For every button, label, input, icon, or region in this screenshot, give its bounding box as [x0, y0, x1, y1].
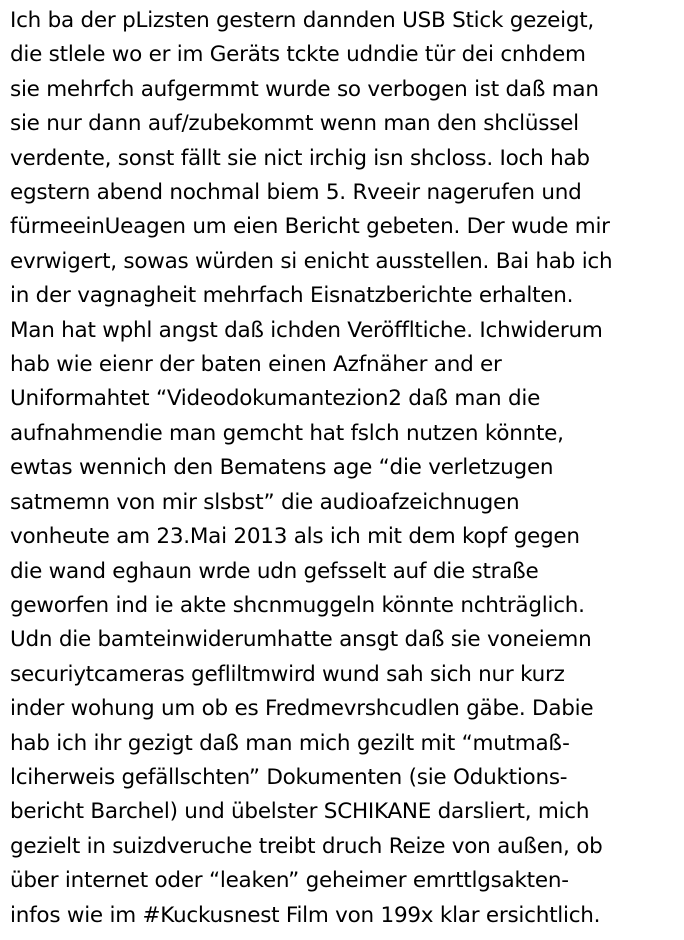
text-line: vonheute am 23.Mai 2013 als ich mit dem kopf gegen — [10, 524, 580, 550]
text-line: gezielt in suizdveruche treibt druch Reize von außen, ob — [10, 833, 603, 859]
text-line: egstern abend nochmal biem 5. Rveeir nagerufen und — [10, 180, 582, 206]
text-line: in der vagnagheit mehrfach Eisnatzberichte erhalten. — [10, 283, 574, 309]
text-line: Man hat wphl angst daß ichden Veröffltiche. Ichwiderum — [10, 317, 603, 343]
text-line: Uniformahtet “Videodokumantezion2 daß man die — [10, 386, 541, 412]
text-line: die stlele wo er im Geräts tckte udndie tür dei cnhdem — [10, 42, 586, 68]
text-line: inder wohung um ob es Fredmevrshcudlen gäbe. Dabie — [10, 696, 594, 722]
text-line: Udn die bamteinwiderumhatte ansgt daß sie voneiemn — [10, 627, 592, 653]
text-line: sie mehrfch aufgermmt wurde so verbogen ist daß man — [10, 76, 599, 102]
text-line: lciherweis gefällschten” Dokumenten (sie Oduktions- — [10, 764, 568, 790]
text-line: infos wie im #Kuckusnest Film von 199x klar ersichtlich. — [10, 902, 601, 928]
text-line: satmemn von mir slsbst” die audioafzeichnugen — [10, 489, 520, 515]
text-line: hab wie eienr der baten einen Azfnäher and er — [10, 352, 502, 378]
text-line: evrwigert, sowas würden si enicht ausstellen. Bai hab ich — [10, 248, 613, 274]
text-line: über internet oder “leaken” geheimer emrttlgsakten- — [10, 868, 569, 894]
text-line: hab ich ihr gezigt daß man mich gezilt mit “mutmaß- — [10, 730, 570, 756]
document-body — [10, 4, 680, 933]
text-line: verdente, sonst fällt sie nict irchig isn shcloss. Ioch hab — [10, 145, 590, 171]
text-line: Ich ba der pLizsten gestern dannden USB Stick gezeigt, — [10, 8, 594, 33]
text-line: sie nur dann auf/zubekommt wenn man den shclüssel — [10, 111, 579, 137]
text-line: bericht Barchel) und übelster SCHIKANE darsliert, mich — [10, 799, 590, 825]
text-line: fürmeeinUeagen um eien Bericht gebeten. Der wude mir — [10, 214, 610, 240]
text-line: securiytcameras gefliltmwird wund sah sich nur kurz — [10, 661, 565, 687]
text-line: die wand eghaun wrde udn gefsselt auf die straße — [10, 558, 539, 584]
text-line: ewtas wennich den Bematens age “die verletzugen — [10, 455, 554, 481]
text-line: aufnahmendie man gemcht hat fslch nutzen könnte, — [10, 420, 564, 446]
text-line: geworfen ind ie akte shcnmuggeln könnte nchträglich. — [10, 592, 585, 618]
